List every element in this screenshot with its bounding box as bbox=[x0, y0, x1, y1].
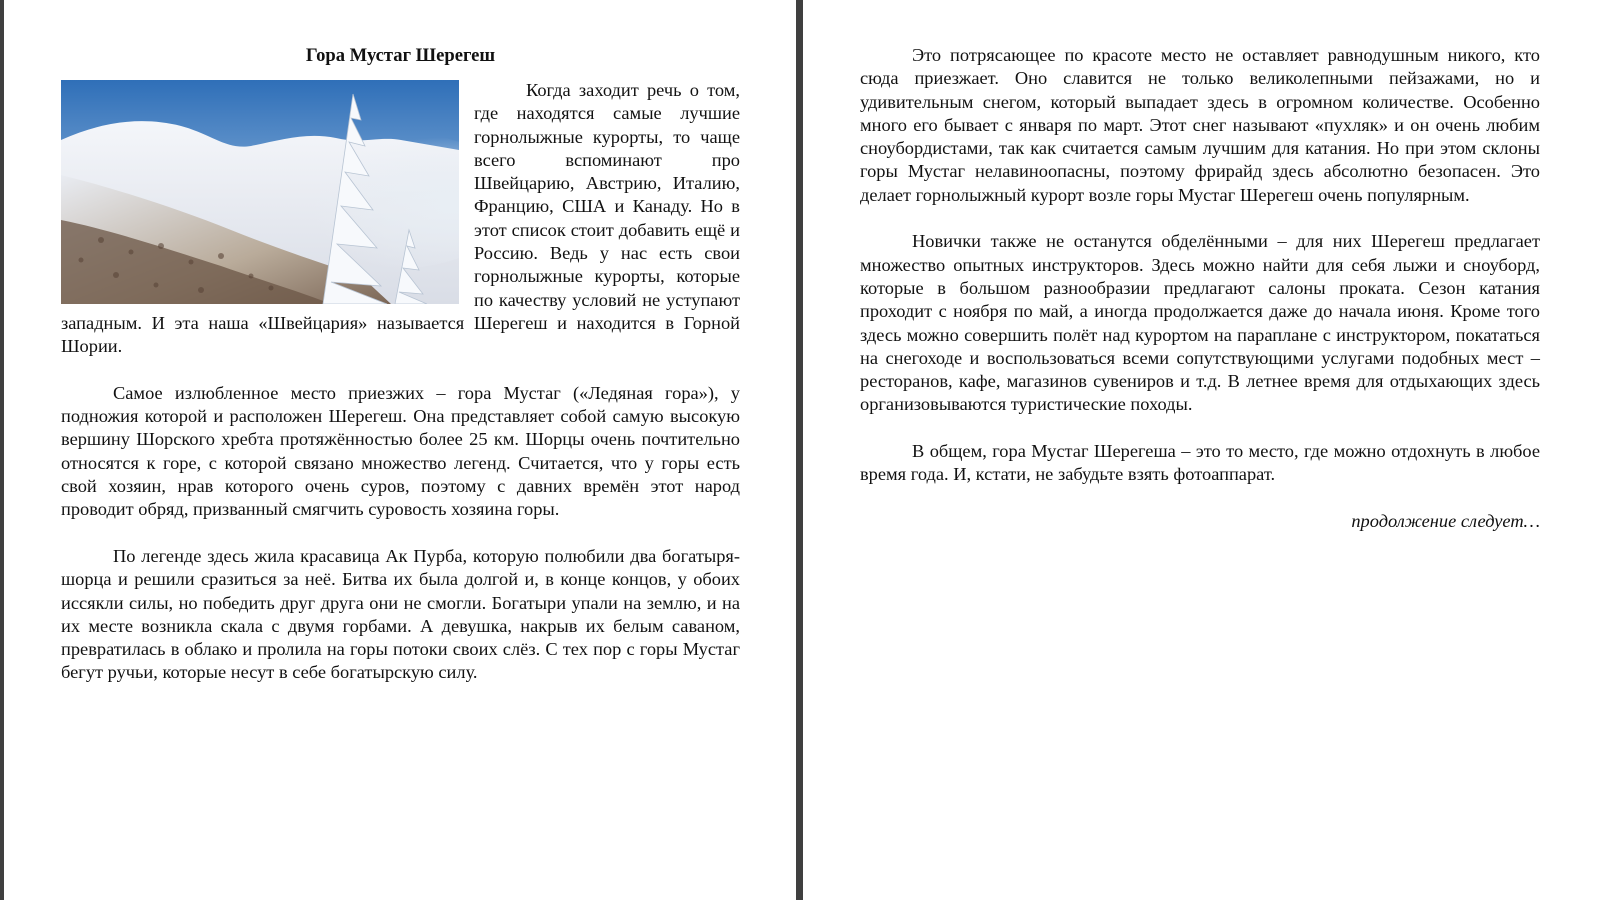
page-title: Гора Мустаг Шерегеш bbox=[305, 45, 496, 66]
left-page bbox=[4, 0, 796, 900]
paragraph-mustag: Самое излюбленное место приезжих – гора Мустаг («Ледяная гора»), у подножия которой и расположен Шерегеш. Она представляет собой самую высокую вершину Шорского хребта протяжённостью более 25 км. Шорцы очень почтительно относятся к горе, с которой связано множество легенд. Считается, что у горы есть свой хозяин, нрав которого очень суров, поэтому с давних времён этот народ проводит обряд, призванный смягчить суровость хозяина горы. bbox=[61, 382, 740, 520]
paragraph-summary: В общем, гора Мустаг Шерегеша – это то место, где можно отдохнуть в любое время года. И, кстати, не забудьте взять фотоаппарат. bbox=[860, 441, 1540, 485]
snowy-mountain-photo bbox=[61, 80, 459, 304]
paragraph-intro: Когда заходит речь о том, где находятся самые лучшие горнолыжные курорты, то чаще всего вспоминают про Швейцарию, Австрию, Италию, Францию, США и Канаду. Но в этот список стоит добавить ещё и Россию. Ведь у нас есть свои горнолыжные курорты, которые по качеству условий не уступают западным. И эта наша «Швейцария» называется Шерегеш и находится в Горной Шории. bbox=[61, 80, 740, 357]
right-page bbox=[803, 0, 1600, 900]
paragraph-legend: По легенде здесь жила красавица Ак Пурба, которую полюбили два богатыря-шорца и решили сразиться за неё. Битва их была долгой и, в конце концов, у обоих иссякли силы, но победить друг друга они не смогли. Богатыри упали на землю, и на их месте возникла скала с двумя горбами. А девушка, накрыв их белым саваном, превратилась в облако и пролила на горы потоки своих слёз. С тех пор с горы Мустаг бегут ручьи, которые несут в себе богатырскую силу. bbox=[61, 545, 740, 683]
page-gutter bbox=[796, 0, 803, 900]
paragraph-snow: Это потрясающее по красоте место не оставляет равнодушным никого, кто сюда приезжает. Оно славится не только великолепными пейзажами, но и удивительным снегом, который выпадает здесь в огромном количестве. Особенно много его бывает с января по март. Этот снег называют «пухляк» и он очень любим сноубордистами, так как считается самым лучшим для катания. Но при этом склоны горы Мустаг нелавиноопасны, поэтому фрирайд здесь абсолютно безопасен. Это делает горнолыжный курорт возле горы Мустаг Шерегеш очень популярным. bbox=[860, 45, 1540, 205]
paragraph-beginners: Новички также не останутся обделёнными – для них Шерегеш предлагает множество опытных инструкторов. Здесь можно найти для себя лыжи и сноуборд, которые в большом разнообразии предлагают салоны проката. Сезон катания проходит с ноября по май, а иногда продолжается даже до начала июня. Кроме того здесь можно совершить полёт над курортом на параплане с инструктором, покататься на снегоходе и воспользоваться всеми сопутствующими услугами подобных мест – ресторанов, кафе, магазинов сувениров и т.д. В летнее время для отдыхающих здесь организовываются туристические походы. bbox=[860, 231, 1540, 415]
continuation-note: продолжение следует… bbox=[1351, 510, 1540, 531]
